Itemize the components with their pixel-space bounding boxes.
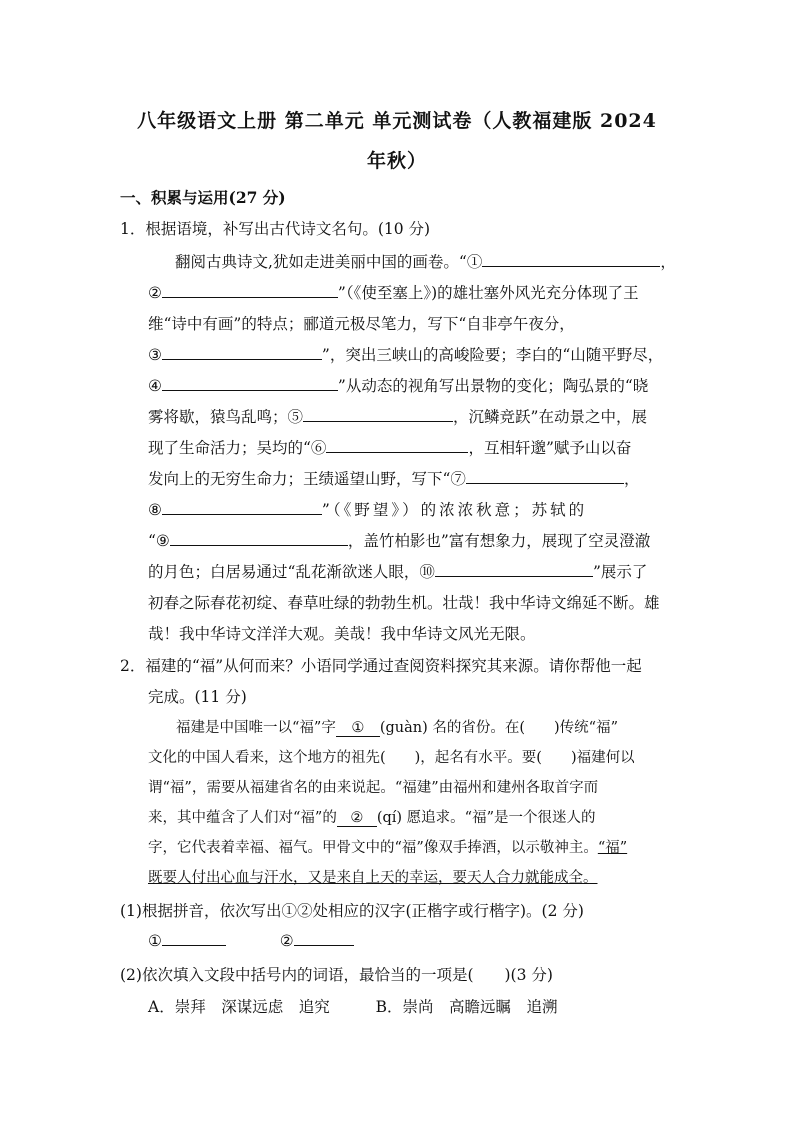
answer-blank[interactable] (303, 407, 453, 422)
passage-text: (guàn) 名的省份。在( )传统“福” (379, 720, 618, 736)
blank-marker: ② (350, 810, 364, 826)
question-2-stem-continued: 完成。(11 分) (148, 688, 247, 706)
passage-text: 福建是中国唯一以“福”字 (176, 720, 336, 736)
q1-text: ⑧ (148, 501, 162, 519)
q1-text: ，沉鳞竞跃”在动景之中，展 (453, 408, 647, 426)
q1-line (148, 374, 648, 396)
question-2-stem: 2．福建的“福”从何而来？小语同学通过查阅资料探究其来源。请你帮他一起 (120, 657, 642, 675)
q1-text: ”从动态的视角写出景物的变化；陶弘景的“晓 (337, 377, 649, 395)
q1-text: “⑨ (148, 532, 170, 550)
answer-blank-2[interactable] (337, 810, 377, 827)
q1-line (148, 343, 663, 365)
answer-label: ② (279, 932, 294, 950)
passage-line (148, 806, 684, 827)
q1-line (148, 405, 647, 427)
answer-blank[interactable] (162, 376, 338, 391)
answer-blank[interactable] (170, 531, 348, 546)
q1-line (148, 436, 631, 458)
question-1-stem: 1．根据语境，补写出古代诗文名句。(10 分) (120, 220, 431, 238)
answer-label: ① (148, 932, 162, 950)
q1-text: ， (660, 253, 676, 271)
q1-text: ”，突出三峡山的高峻险要；李白的“山随平野尽， (321, 346, 664, 364)
q1-line (148, 560, 647, 582)
answer-blank[interactable] (294, 931, 354, 946)
option-a[interactable]: A．崇拜 深谋远虑 追究 (148, 998, 330, 1016)
answer-blank[interactable] (162, 283, 338, 298)
passage-text: 字，它代表着幸福、福气。甲骨文中的“福”像双手捧酒，以示敬神主。 (148, 840, 598, 856)
q1-text: ④ (148, 377, 162, 395)
q1-line: 维“诗中有画”的特点；郦道元极尽笔力，写下“自非亭午夜分， (148, 315, 575, 333)
option-b[interactable]: B．崇尚 高瞻远瞩 追溯 (375, 998, 558, 1016)
sub-question-1-answers (148, 931, 354, 950)
passage-line: 谓“福”，需要从福建省名的由来说起。“福建”由福州和建州各取首字而 (148, 780, 599, 796)
passage-text: 来，其中蕴含了人们对“福”的 (148, 810, 337, 826)
q1-text: ，互相轩邈”赋予山以奋 (468, 439, 632, 457)
blank-marker: ① (351, 720, 365, 736)
passage-line (148, 836, 684, 857)
page-title-continued: 年秋） (366, 150, 427, 172)
q1-line (148, 529, 650, 551)
q1-line (148, 498, 587, 520)
answer-blank[interactable] (435, 562, 593, 577)
answer-blank[interactable] (162, 500, 322, 515)
q1-text: ”（《野望》）的浓浓秋意；苏轼的 (321, 501, 588, 519)
q1-text: 的月色；白居易通过“乱花渐欲迷人眼，⑩ (148, 563, 435, 581)
page-title: 八年级语文上册 第二单元 单元测试卷（人教福建版 2024 (137, 110, 657, 132)
q1-text: ”展示了 (592, 563, 648, 581)
q1-text: ”（《使至塞上》)的雄壮塞外风光充分体现了王 (337, 284, 639, 302)
answer-blank[interactable] (482, 252, 660, 267)
q1-text: ③ (148, 346, 162, 364)
q1-line (148, 281, 639, 303)
q1-line (175, 250, 676, 272)
passage-line (176, 716, 712, 737)
section-heading: 一、积累与运用(27 分) (120, 188, 286, 207)
sub-question-2-stem: (2)依次填入文段中括号内的词语，最恰当的一项是( )(3 分) (120, 966, 553, 984)
q1-text: ， (623, 470, 640, 488)
q1-text: ，盖竹柏影也”富有想象力，展现了空灵澄澈 (347, 532, 651, 550)
q1-line (148, 467, 639, 489)
q1-text: 现了生命活力；吴均的“⑥ (148, 439, 327, 457)
q1-line: 初春之际春花初绽、春草吐绿的勃勃生机。壮哉！我中华诗文绵延不断。雄 (148, 594, 660, 612)
passage-line: 文化的中国人看来，这个地方的祖先( )，起名有水平。要( )福建何以 (148, 750, 635, 766)
answer-blank[interactable] (466, 469, 624, 484)
passage-text: (qí) 愿追求。“福”是一个很迷人的 (376, 810, 596, 826)
q1-text: 翻阅古典诗文,犹如走进美丽中国的画卷。“① (175, 253, 483, 271)
answer-blank-1[interactable] (336, 720, 380, 737)
q1-line: 哉！我中华诗文洋洋大观。美哉！我中华诗文风光无限。 (148, 625, 536, 643)
q1-text: 发向上的无穷生命力；王绩遥望山野，写下“⑦ (148, 470, 466, 488)
sub-question-1-stem: (1)根据拼音，依次写出①②处相应的汉字(正楷字或行楷字)。(2 分) (120, 902, 584, 920)
answer-blank[interactable] (162, 345, 322, 360)
underlined-sentence: “福” (597, 840, 628, 856)
q1-text: ② (148, 284, 162, 302)
q1-text: 雾将歇，猿鸟乱鸣；⑤ (148, 408, 304, 426)
answer-blank[interactable] (326, 438, 468, 453)
underlined-sentence: 既要人付出心血与汗水，又是来自上天的幸运，要天人合力就能成全。 (148, 870, 598, 886)
answer-blank[interactable] (162, 931, 226, 946)
options-row (148, 995, 557, 1017)
